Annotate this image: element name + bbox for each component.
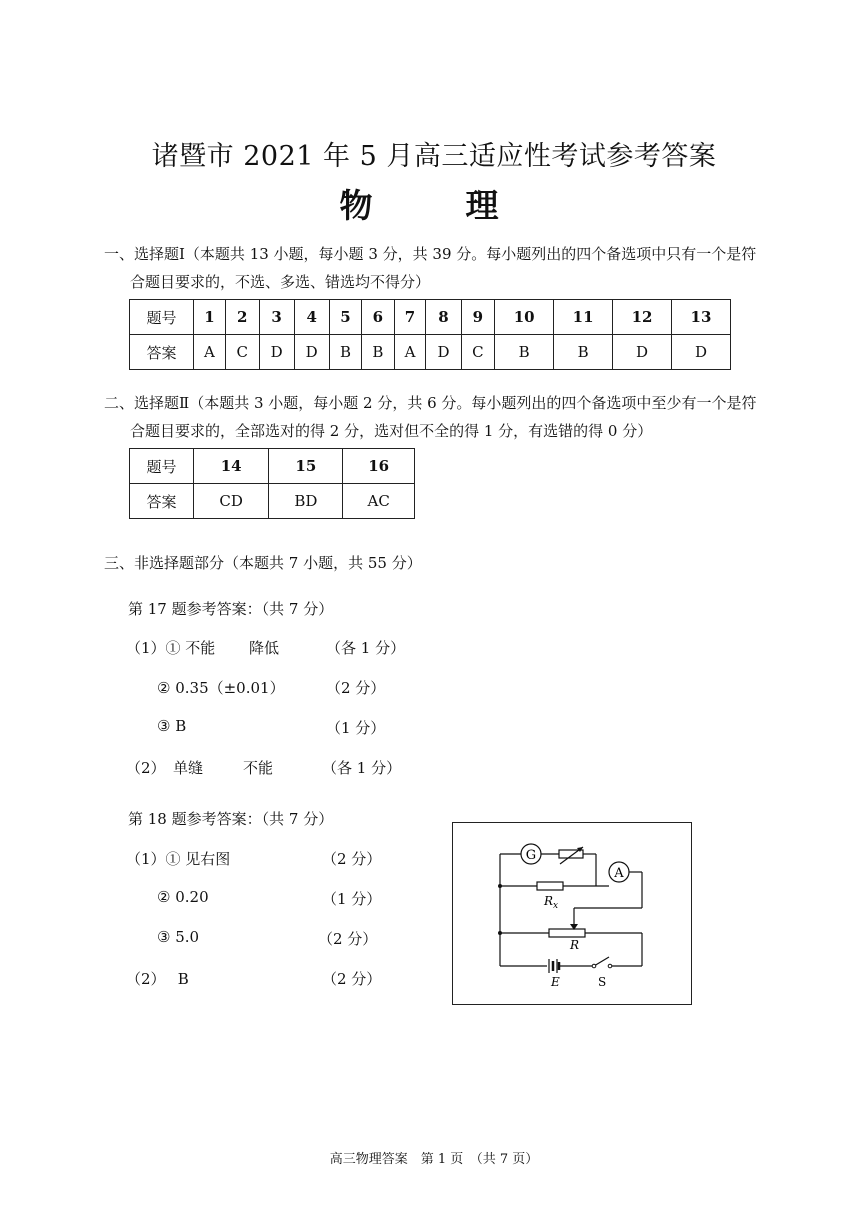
q17-line1-label: （1）① 不能 [126,639,216,657]
q17-line1-score: （各 1 分） [326,639,406,657]
section1-heading-line1: 一、选择题Ⅰ（本题共 13 小题，每小题 3 分，共 39 分。每小题列出的四个备选项中只有一个是符 [104,245,757,263]
switch-contact [592,964,596,968]
row-label-question: 题号 [130,449,194,484]
answer-cell: B [362,335,394,370]
q17-line4-answer: 不能 [243,759,274,777]
q18-line4-score: （2 分） [322,970,382,988]
q18-line2-label: ② 0.20 [157,888,209,906]
question-number-cell: 5 [329,300,361,335]
q17-title: 第 17 题参考答案：（共 7 分） [128,600,334,618]
answer-cell: D [426,335,461,370]
question-number-cell: 16 [343,449,415,484]
answer-cell: B [495,335,554,370]
document-title: 诸暨市 2021 年 5 月高三适应性考试参考答案 [151,141,717,172]
answer-cell: A [194,335,226,370]
question-number-cell: 14 [194,449,269,484]
q18-title: 第 18 题参考答案：（共 7 分） [128,810,334,828]
q17-line2-label: ② 0.35（±0.01） [157,679,285,697]
answer-cell: D [259,335,294,370]
page-footer: 高三物理答案 第 1 页 （共 7 页） [329,1152,539,1167]
q17-line3-label: ③ B [157,717,187,735]
q17-line4-score: （各 1 分） [322,759,402,777]
table-row-questions [130,300,731,335]
q18-line3-score: （2 分） [318,930,378,948]
answer-cell: AC [343,484,415,519]
question-number-cell: 6 [362,300,394,335]
question-number-cell: 1 [194,300,226,335]
question-number-cell: 15 [269,449,343,484]
question-number-cell: 9 [461,300,495,335]
q18-line2-score: （1 分） [322,890,382,908]
row-label-question: 题号 [130,300,194,335]
rx-label: $R_x$ [544,894,559,911]
table-row-questions [130,449,415,484]
question-number-cell: 12 [613,300,672,335]
answer-cell: A [394,335,426,370]
circuit-diagram-frame [452,822,692,1005]
table-row-answers [130,335,731,370]
q17-line3-score: （1 分） [326,719,386,737]
switch-contact [608,964,612,968]
answer-cell: BD [269,484,343,519]
answer-cell: D [294,335,329,370]
subject-title: 物 理 [339,186,529,225]
question-number-cell: 3 [259,300,294,335]
row-label-answer: 答案 [130,335,194,370]
question-number-cell: 7 [394,300,426,335]
q18-line3-label: ③ 5.0 [157,928,200,946]
question-number-cell: 8 [426,300,461,335]
question-number-cell: 4 [294,300,329,335]
question-number-cell: 11 [554,300,613,335]
switch-label: S [598,975,607,989]
galvanometer-label: G [525,848,537,863]
q18-line1-score: （2 分） [322,850,382,868]
question-number-cell: 10 [495,300,554,335]
answer-cell: B [329,335,361,370]
question-number-cell: 13 [671,300,730,335]
table-row-answers [130,484,415,519]
section2-answer-table [129,448,415,519]
section3-heading: 三、非选择题部分（本题共 7 小题，共 55 分） [104,554,422,572]
switch-blade [594,957,609,966]
q18-line4-label: （2） B [126,970,189,988]
answer-cell: C [225,335,259,370]
answer-cell: CD [194,484,269,519]
section1-heading-line2: 合题目要求的，不选、多选、错选均不得分） [130,273,431,291]
section2-heading-line1: 二、选择题Ⅱ（本题共 3 小题，每小题 2 分，共 6 分。每小题列出的四个备选项中至少有一个是符 [104,394,757,412]
q17-line4-label: （2） 单缝 [126,759,204,777]
ammeter-label: A [614,866,624,881]
junction-dot [498,884,502,888]
section1-answer-table [129,299,731,370]
junction-dot [498,931,502,935]
answer-cell: C [461,335,495,370]
q17-line1-answer: 降低 [249,639,280,657]
battery-label: E [551,975,560,989]
answer-cell: D [613,335,672,370]
resistor-rx [537,882,563,890]
rheostat [549,929,585,937]
rheostat-label: R [570,938,580,952]
row-label-answer: 答案 [130,484,194,519]
section2-heading-line2: 合题目要求的，全部选对的得 2 分，选对但不全的得 1 分，有选错的得 0 分） [130,422,653,440]
circuit-diagram [453,823,691,1004]
answer-cell: B [554,335,613,370]
answer-cell: D [671,335,730,370]
q18-line1-label: （1）① 见右图 [126,850,231,868]
question-number-cell: 2 [225,300,259,335]
q17-line2-score: （2 分） [326,679,386,697]
